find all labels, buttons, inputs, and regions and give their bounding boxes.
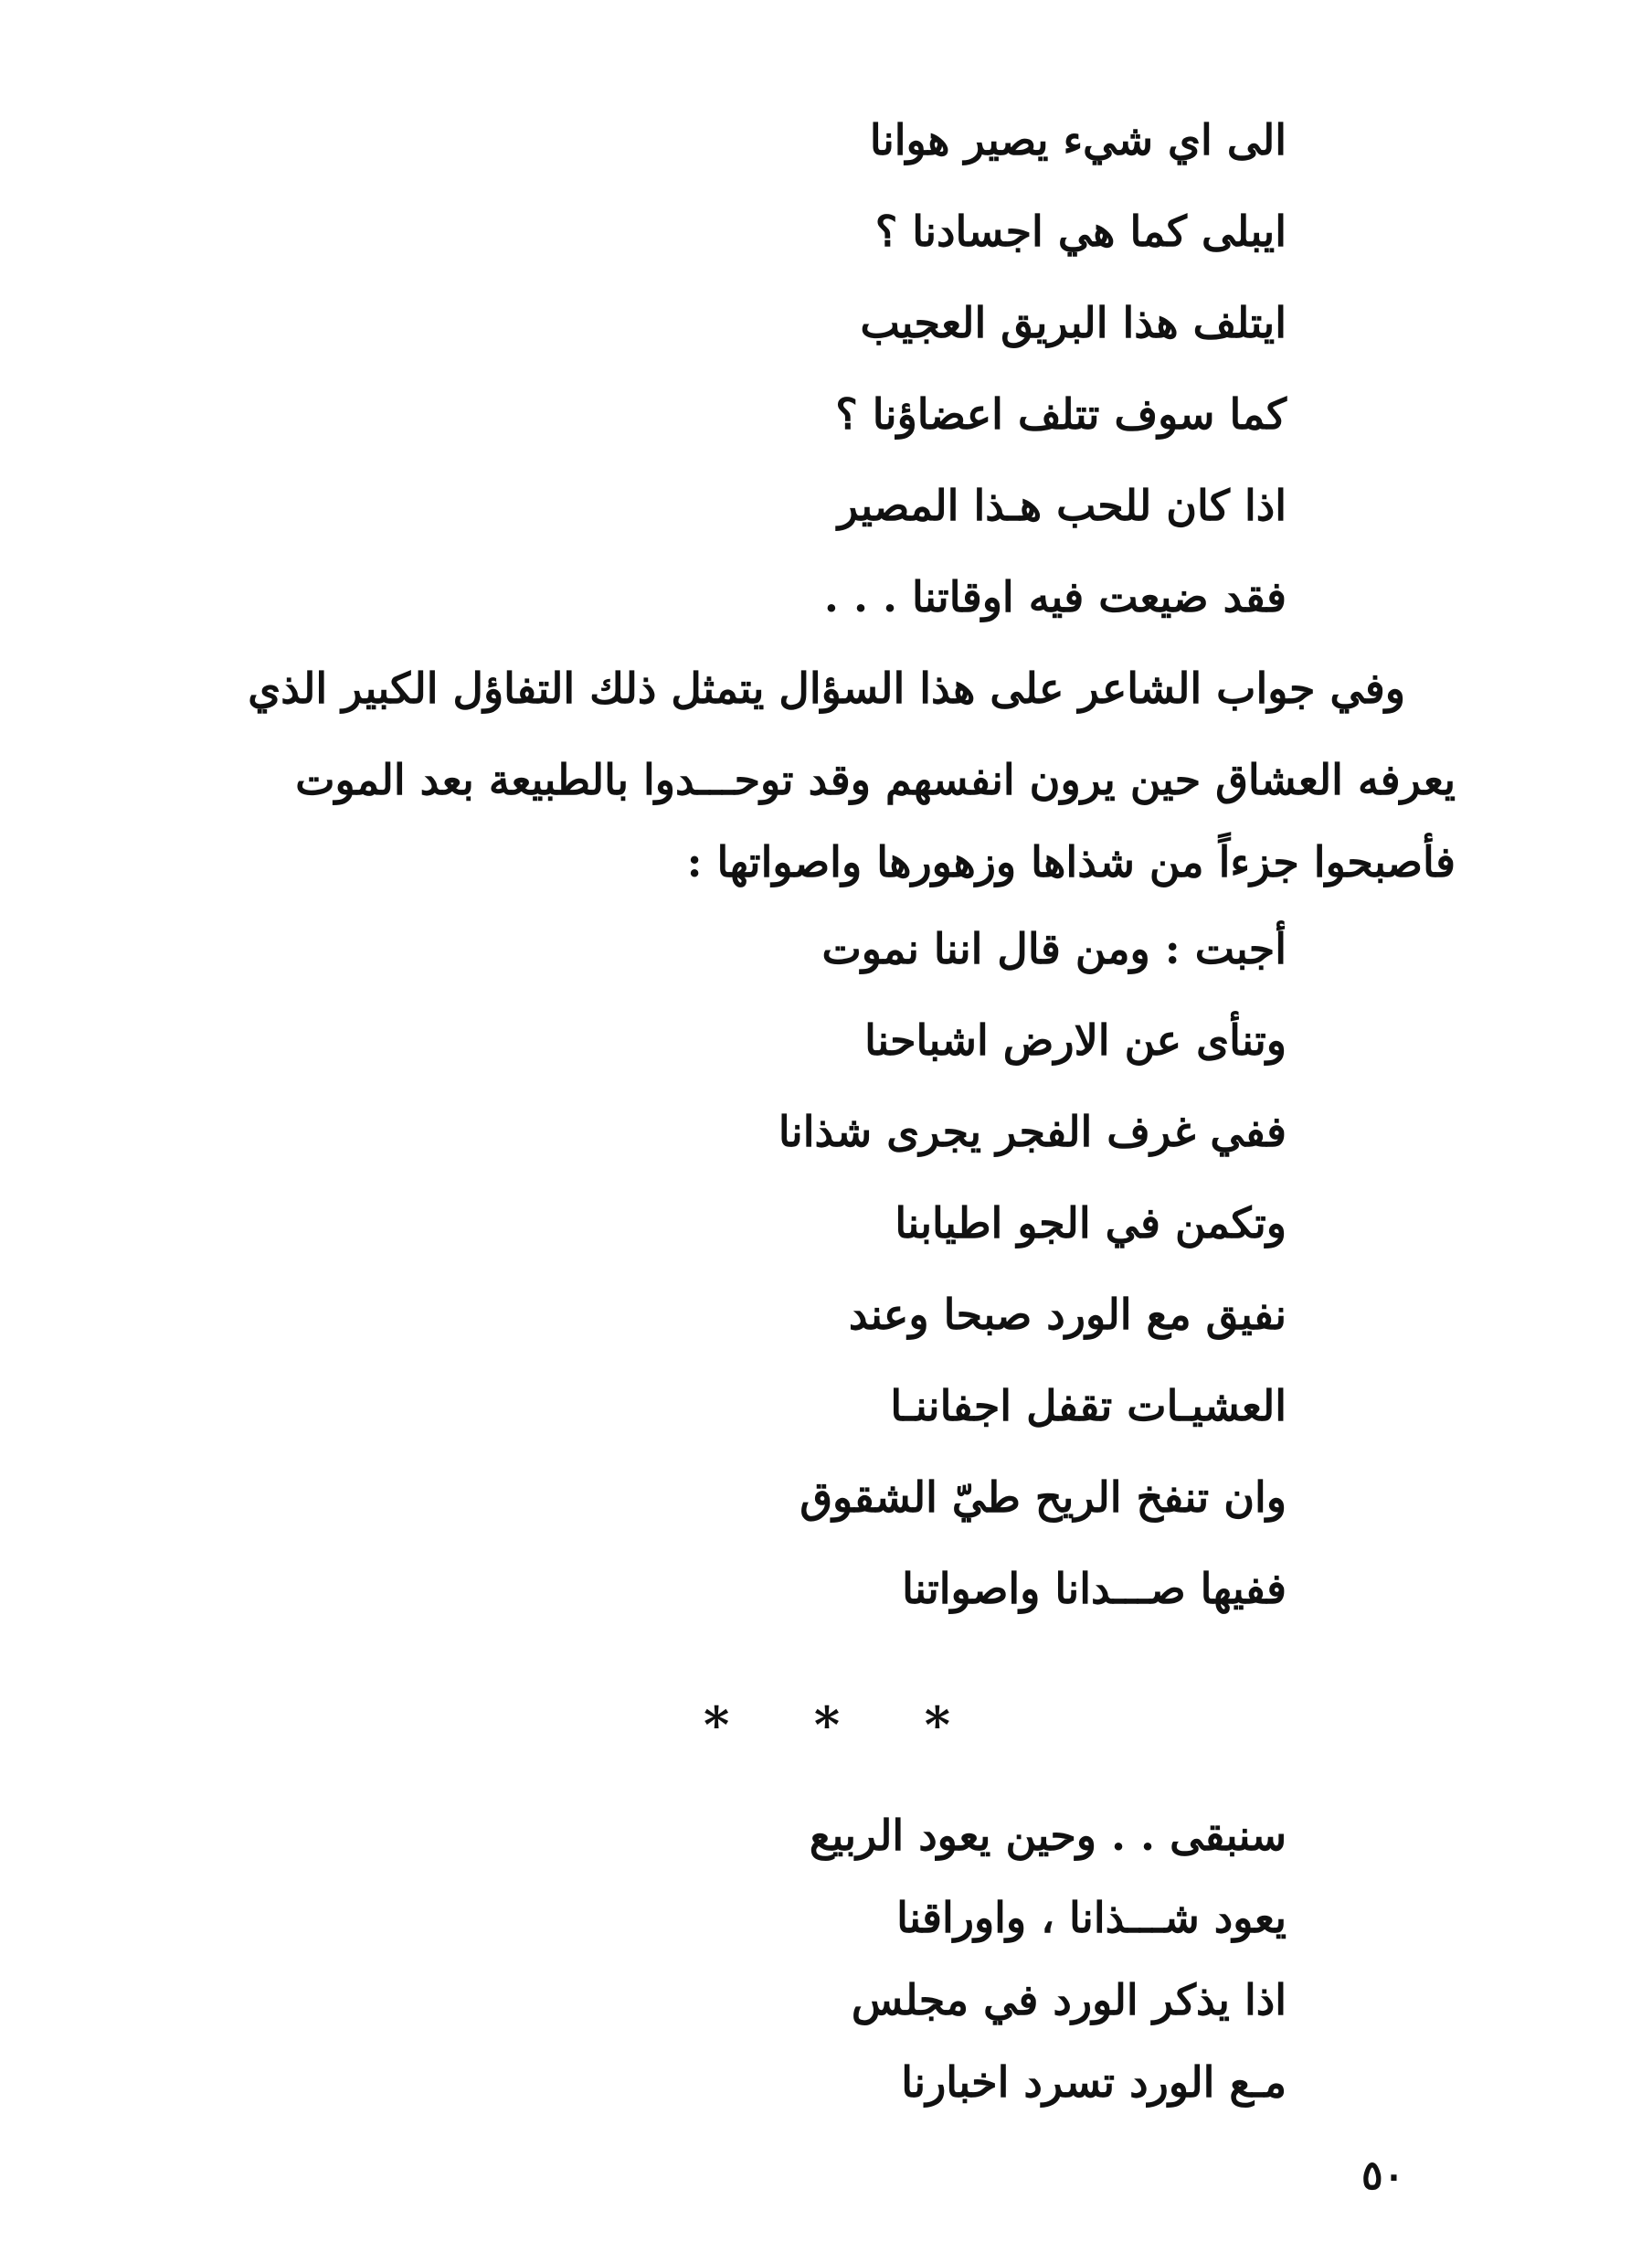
stanza-2-line: وان تنفخ الريح طيّ الشقوق	[800, 1472, 1287, 1522]
stanza-2-line: وتنأى عن الارض اشباحنا	[864, 1015, 1287, 1065]
stanza-2-line: العشيـات تقفل اجفاننـا	[890, 1381, 1287, 1430]
stanza-2-line: نفيق مع الورد صبحا وعند	[848, 1290, 1287, 1339]
stanza-1-line: ايتلف هذا البريق العجيب	[860, 298, 1287, 347]
separator-star: *	[704, 1695, 730, 1754]
stanza-2-line: أجبت : ومن قال اننا نموت	[821, 924, 1287, 973]
stanza-2-line: وتكمن في الجو اطيابنا	[895, 1198, 1287, 1248]
stanza-2-line: ففيها صـــدانا واصواتنا	[902, 1564, 1287, 1613]
separator-star: *	[813, 1695, 841, 1754]
page-number: ٥٠	[1361, 2152, 1405, 2199]
separator-star: *	[924, 1695, 950, 1754]
stanza-3-line: مـع الورد تسرد اخبارنا	[901, 2057, 1287, 2107]
section-separator	[704, 1695, 950, 1754]
stanza-3-line: يعود شـــذانا ، واوراقنا	[896, 1893, 1287, 1942]
stanza-1-line: الى اي شيء يصير هوانا	[869, 115, 1287, 165]
stanza-3-line: سنبقى . . وحين يعود الربيع	[809, 1811, 1287, 1860]
stanza-2-line: ففي غرف الفجر يجرى شذانا	[778, 1107, 1287, 1156]
paragraph-line: وفي جواب الشاعر على هذا السؤال يتمثل ذلك التفاؤل الكبير الذي	[248, 664, 1405, 713]
stanza-1-line: كما سوف تتلف اعضاؤنا ؟	[835, 389, 1287, 439]
stanza-3-line: اذا يذكر الورد في مجلس	[851, 1975, 1287, 2024]
stanza-1-line: اذا كان للحب هـذا المصير	[837, 481, 1287, 530]
stanza-1-line: ايبلى كما هي اجسادنا ؟	[874, 207, 1287, 256]
paragraph-line: يعرفه العشاق حين يرون انفسهم وقد توحـــدوا بالطبيعة بعد الموت	[295, 755, 1456, 804]
stanza-1-line: فقد ضيعت فيه اوقاتنا . . .	[823, 572, 1287, 622]
paragraph-line: فأصبحوا جزءاً من شذاها وزهورها واصواتها :	[686, 837, 1456, 887]
